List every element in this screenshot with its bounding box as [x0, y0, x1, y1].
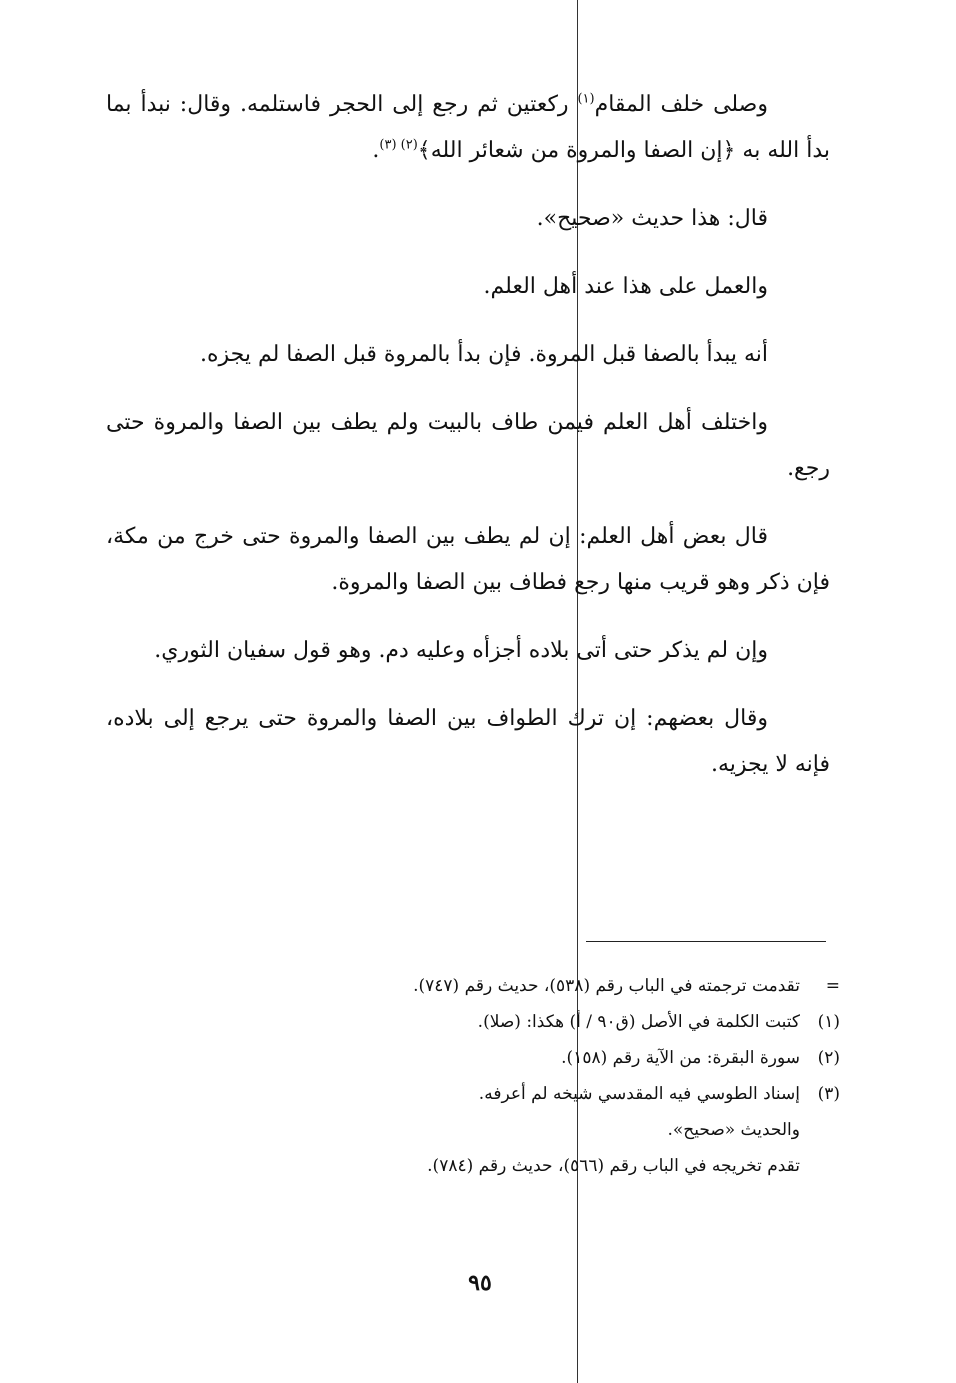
footnotes [300, 968, 840, 1184]
paragraph-6: قال بعض أهل العلم: إن لم يطف بين الصفا والمروة حتى خرج من مكة، فإن ذكر وهو قريب منها رجع فطاف بين الصفا والمروة. [106, 524, 830, 595]
footnote-marker: (١) [577, 91, 595, 107]
footnote-2 [300, 1040, 840, 1076]
footnote-text: إسناد الطوسي فيه المقدسي شيخه لم أعرفه. [478, 1084, 800, 1104]
paragraph-5: واختلف أهل العلم فيمن طاف بالبيت ولم يطف بين الصفا والمروة حتى رجع. [106, 410, 830, 481]
footnote-3-line-2: والحديث «صحيح». [667, 1120, 800, 1140]
paragraph-2: قال: هذا حديث «صحيح». [536, 206, 768, 231]
paragraph-text: ركعتين ثم رجع إلى الحجر فاستلمه. وقال: نبدأ بما بدأ الله به ﴿إن الصفا والمروة من شعائر الله﴾ [106, 92, 830, 163]
footnote-separator [586, 941, 826, 942]
footnote-text: سورة البقرة: من الآية رقم (١٥٨). [561, 1048, 800, 1068]
paragraph-3: والعمل على هذا عند أهل العلم. [483, 274, 768, 299]
footnote-3-line-3: تقدم تخريجه في الباب رقم (٥٦٦)، حديث رقم (٧٨٤). [427, 1156, 800, 1176]
footnote-number: (١) [817, 1012, 840, 1032]
paragraph-1 [106, 82, 830, 174]
footnote-continuation [300, 968, 840, 1004]
continuation-mark: = [825, 976, 840, 996]
paragraph-7: وإن لم يذكر حتى أتى بلاده أجزأه وعليه دم. وهو قول سفيان الثوري. [154, 638, 768, 663]
footnote-number: (٢) [817, 1048, 840, 1068]
footnote-3 [300, 1076, 840, 1112]
footnote-text: كتبت الكلمة في الأصل (ق٩٠ / أ) هكذا: (صلا). [477, 1012, 800, 1032]
footnote-marker: (٢) (٣) [379, 137, 418, 153]
main-text [106, 82, 830, 810]
footnote-text: تقدمت ترجمته في الباب رقم (٥٣٨)، حديث رقم (٧٤٧). [413, 976, 800, 996]
page-number: ٩٥ [468, 1270, 492, 1296]
footnote-1 [300, 1004, 840, 1040]
footnote-number: (٣) [817, 1084, 840, 1104]
paragraph-4: أنه يبدأ بالصفا قبل المروة. فإن بدأ بالمروة قبل الصفا لم يجزه. [199, 342, 768, 367]
paragraph-text: . [372, 138, 380, 163]
paragraph-text: وصلى خلف المقام [594, 92, 768, 117]
paragraph-8: وقال بعضهم: إن ترك الطواف بين الصفا والمروة حتى يرجع إلى بلاده، فإنه لا يجزيه. [106, 706, 830, 777]
